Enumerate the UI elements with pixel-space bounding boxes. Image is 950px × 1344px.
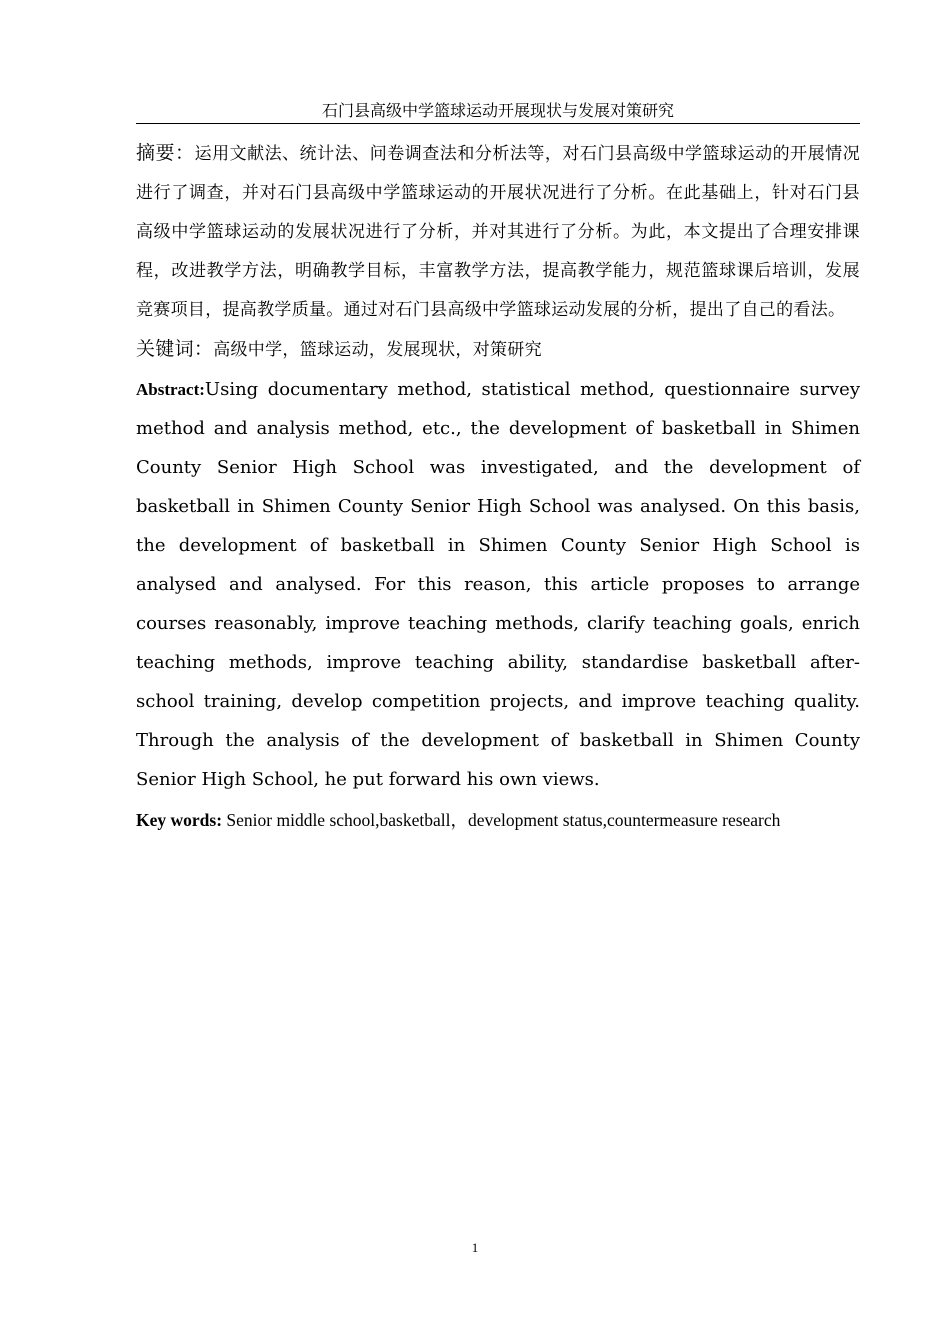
chinese-keywords xyxy=(136,330,860,370)
english-abstract-text: Using documentary method, statistical method, questionnaire survey method and analysis method, etc., the development of basketball in Shimen County Senior High School was investigated, and the development of basketball in Shimen County Senior High School was analysed. On this basis, the development of basketball in Shimen County Senior High School is analysed and analysed. For this reason, this article proposes to arrange courses reasonably, improve teaching methods, clarify teaching goals, enrich teaching methods, improve teaching ability, standardise basketball after-school training, develop competition projects, and improve teaching quality. Through the analysis of the development of basketball in Shimen County Senior High School, he put forward his own views. xyxy=(136,379,860,790)
running-header-title: 石门县高级中学篮球运动开展现状与发展对策研究 xyxy=(321,101,674,120)
english-keywords-text: Senior middle school,basketball，development status,countermeasure research xyxy=(226,810,781,830)
running-header xyxy=(136,100,860,124)
chinese-keywords-text: 高级中学，篮球运动，发展现状，对策研究 xyxy=(213,340,542,360)
english-keywords-label: Key words: xyxy=(136,810,223,830)
chinese-abstract xyxy=(136,134,860,330)
chinese-abstract-text: 运用文献法、统计法、问卷调查法和分析法等，对石门县高级中学篮球运动的开展情况进行了调查，并对石门县高级中学篮球运动的开展状况进行了分析。在此基础上，针对石门县高级中学篮球运动的发展状况进行了分析，并对其进行了分析。为此，本文提出了合理安排课程，改进教学方法，明确教学目标，丰富教学方法，提高教学能力，规范篮球课后培训，发展竞赛项目，提高教学质量。通过对石门县高级中学篮球运动发展的分析，提出了自己的看法。 xyxy=(136,144,860,320)
page-number: 1 xyxy=(471,1240,479,1255)
chinese-keywords-label: 关键词： xyxy=(136,338,214,360)
page-content xyxy=(136,134,860,835)
chinese-abstract-label: 摘要： xyxy=(136,142,195,164)
english-keywords xyxy=(136,805,860,835)
english-abstract-label: Abstract: xyxy=(136,380,205,399)
english-abstract xyxy=(136,370,860,799)
